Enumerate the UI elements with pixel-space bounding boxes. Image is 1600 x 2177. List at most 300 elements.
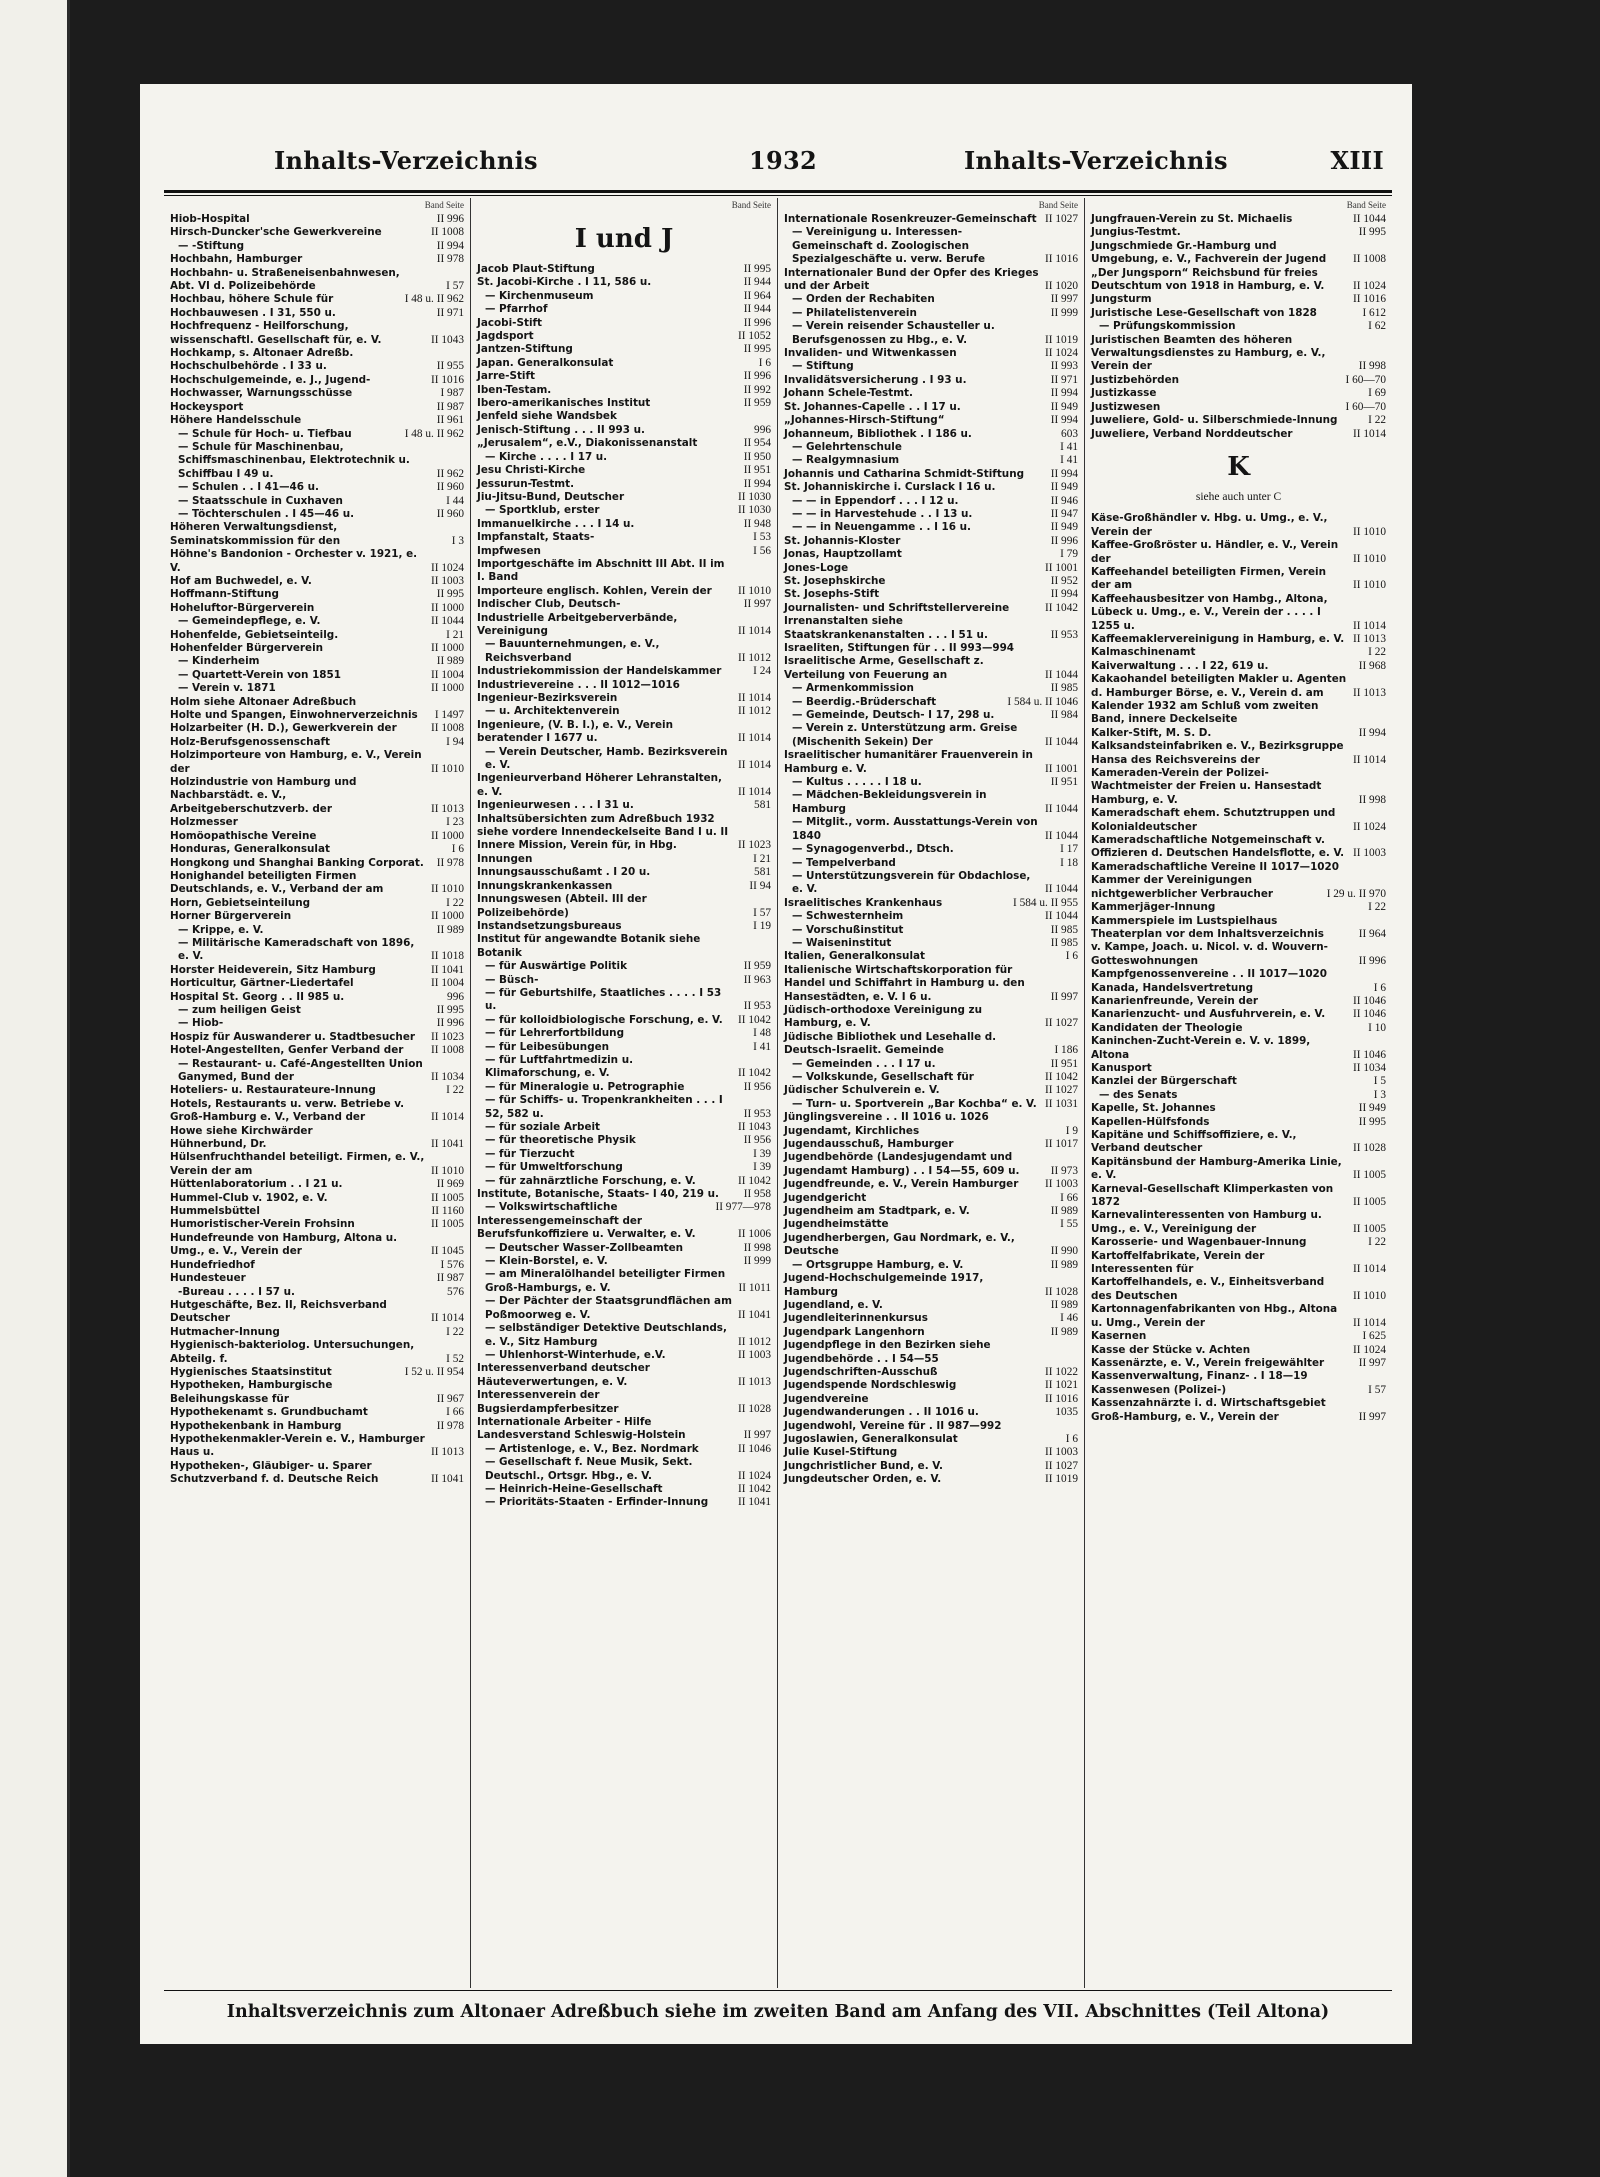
entry-reference: II 1014: [738, 759, 771, 772]
entry-reference: II 1042: [738, 1013, 771, 1026]
entry-text: Kartoffelhandels, e. V., Einheitsverband des Deutschen: [1091, 1276, 1325, 1302]
entry-reference: II 997: [1358, 1356, 1386, 1369]
entry-text: Jungchristlicher Bund, e. V.: [784, 1459, 943, 1472]
entry-text: Jugendherbergen, Gau Nordmark, e. V., Deutsche: [784, 1231, 1015, 1258]
entry-text: Institut für angewandte Botanik siehe Botanik: [477, 933, 701, 959]
index-entry: [477, 410, 771, 423]
entry-text: — Gelehrtenschule: [792, 440, 902, 453]
entry-reference: II 949: [1358, 1102, 1386, 1115]
entry-text: — für Umweltforschung: [485, 1161, 623, 1174]
entry-reference: II 1024: [738, 1469, 771, 1482]
entry-text: Kammerspiele im Lustspielhaus Theaterplan vor dem Inhaltsverzeichnis: [1091, 914, 1324, 940]
entry-reference: II 1003: [738, 1348, 771, 1361]
entry-reference: I 53: [753, 531, 771, 544]
entry-reference: II 1003: [431, 574, 464, 587]
entry-text: Jarre-Stift: [477, 370, 535, 383]
entry-text: — Waiseninstitut: [792, 936, 892, 949]
entry-reference: II 963: [743, 973, 771, 986]
entry-reference: II 996: [743, 370, 771, 383]
entry-reference: II 1008: [1353, 253, 1386, 266]
index-entry: [477, 920, 771, 933]
entry-reference: II 964: [1358, 927, 1386, 940]
entry-reference: II 1014: [431, 1312, 464, 1325]
entry-text: Jugendspende Nordschleswig: [784, 1379, 957, 1392]
entry-reference: II 1014: [738, 692, 771, 704]
entry-text: — Quartett-Verein von 1851: [178, 668, 341, 681]
entry-text: Holte und Spangen, Einwohnerverzeichnis: [170, 709, 418, 722]
entry-reference: I 22: [1368, 1236, 1386, 1249]
entry-reference: II 994: [1050, 387, 1078, 400]
index-entry: [1091, 1075, 1386, 1088]
entry-text: Kartoffelfabrikate, Verein der Interessenten für: [1091, 1249, 1265, 1276]
index-entry: [170, 253, 464, 266]
entry-text: Industrievereine . . . II 1012—1016: [477, 678, 680, 691]
index-entry: [1091, 1129, 1386, 1156]
entry-reference: II 992: [743, 383, 771, 396]
entry-reference: II 971: [436, 306, 464, 319]
index-entry: [1091, 334, 1386, 374]
entry-reference: II 949: [1050, 400, 1078, 413]
entry-text: — für theoretische Physik: [485, 1134, 636, 1147]
entry-text: Höheren Verwaltungsdienst, Seminatskommission für den: [170, 521, 341, 547]
entry-text: Industrielle Arbeitgeberverbände, Vereinigung: [477, 611, 678, 637]
entry-reference: II 1028: [1353, 1142, 1386, 1155]
entry-reference: II 989: [436, 655, 464, 668]
entry-text: Howe siehe Kirchwärder: [170, 1124, 313, 1137]
entry-text: Hof am Buchwedel, e. V.: [170, 574, 312, 587]
index-entry: [170, 1460, 464, 1487]
entry-reference: II 1010: [431, 883, 464, 896]
entry-reference: I 1497: [434, 709, 464, 722]
entry-text: Hygienisches Staatsinstitut: [170, 1365, 332, 1378]
entry-text: — für Schiffs- u. Tropenkrankheiten . . . I 52, 582 u.: [485, 1094, 723, 1120]
entry-text: — Gemeindepflege, e. V.: [178, 615, 321, 628]
index-entry: [784, 320, 1078, 347]
entry-text: Justizbehörden: [1091, 373, 1180, 386]
index-entry: [784, 910, 1078, 923]
entry-text: — — in Harvestehude . . I 13 u.: [792, 507, 973, 520]
entry-reference: II 1010: [1353, 552, 1386, 565]
footer-rule: [164, 1990, 1392, 1991]
entry-text: Homöopathische Vereine: [170, 829, 317, 842]
entry-text: Jugoslawien, Generalkonsulat: [784, 1432, 958, 1445]
entry-reference: II 1001: [1045, 561, 1078, 574]
index-entry: [784, 1366, 1078, 1379]
entry-text: Kaffeemaklervereinigung in Hamburg, e. V.: [1091, 632, 1345, 645]
index-entry: [784, 1339, 1078, 1366]
page-number: XIII: [1330, 146, 1384, 175]
entry-text: Jugendwohl, Vereine für . II 987—992: [784, 1419, 1002, 1432]
entry-reference: I 48: [753, 1027, 771, 1040]
entry-text: Kassenzahnärzte i. d. Wirtschaftsgebiet Groß-Hamburg, e. V., Verein der: [1091, 1397, 1326, 1423]
entry-text: — Gesellschaft f. Neue Musik, Sekt. Deutschl., Ortsgr. Hbg., e. V.: [485, 1456, 693, 1482]
entry-reference: II 1020: [1045, 280, 1078, 293]
entry-text: Holzimporteure von Hamburg, e. V., Verein der: [170, 749, 422, 775]
entry-text: Kakaohandel beteiligten Makler u. Agenten d. Hamburger Börse, e. V., Verein d. am: [1091, 673, 1347, 699]
entry-text: Holzarbeiter (H. D.), Gewerkverein der: [170, 722, 397, 735]
entry-reference: II 1016: [431, 373, 464, 386]
entry-reference: II 995: [436, 588, 464, 601]
index-entry: [784, 387, 1078, 400]
entry-text: Hohenfelder Bürgerverein: [170, 642, 324, 654]
index-entry: [477, 1188, 771, 1201]
entry-reference: II 1043: [431, 333, 464, 346]
index-entry: [477, 1161, 771, 1174]
entry-text: — am Mineralölhandel beteiligter Firmen Groß-Hamburgs, e. V.: [485, 1268, 726, 1294]
index-entry: [477, 679, 771, 692]
entry-reference: II 987: [436, 400, 464, 413]
entry-text: Jüdischer Schulverein e. V.: [784, 1084, 940, 1097]
entry-text: Kalender 1932 am Schluß vom zweiten Band, innere Deckelseite: [1091, 700, 1319, 726]
entry-text: Hochschulbehörde . I 33 u.: [170, 360, 327, 373]
entry-reference: II 1003: [1353, 847, 1386, 860]
entry-reference: I 5: [1373, 1075, 1386, 1088]
index-columns: [164, 198, 1392, 1988]
entry-reference: II 1010: [431, 1164, 464, 1177]
entry-reference: II 1041: [431, 1138, 464, 1151]
index-entry: [477, 545, 771, 558]
index-entry: [170, 1084, 464, 1097]
entry-reference: I 3: [1373, 1088, 1386, 1101]
entry-text: Holm siehe Altonaer Adreßbuch: [170, 695, 357, 708]
index-entry: [477, 772, 771, 799]
entry-text: Jugendland, e. V.: [784, 1298, 883, 1311]
entry-text: — Turn- u. Sportverein „Bar Kochba“ e. V.: [792, 1097, 1037, 1110]
index-entry: [477, 518, 771, 531]
index-entry: [477, 1175, 771, 1188]
entry-reference: II 1013: [738, 1375, 771, 1388]
entry-reference: I 57: [753, 906, 771, 919]
entry-text: — für Auswärtige Politik: [485, 960, 627, 973]
entry-reference: II 946: [1050, 494, 1078, 507]
index-entry: [477, 1362, 771, 1389]
entry-reference: 581: [754, 866, 771, 879]
entry-text: Interessenverband deutscher Häuteverwertungen, e. V.: [477, 1362, 650, 1388]
entry-reference: II 953: [743, 1000, 771, 1013]
index-entry: [784, 1232, 1078, 1259]
index-entry: [784, 1084, 1078, 1097]
index-entry: [477, 531, 771, 544]
index-entry: [477, 1322, 771, 1349]
entry-reference: II 998: [1358, 360, 1386, 373]
entry-text: Hypotheken-, Gläubiger- u. Sparer Schutzverband f. d. Deutsche Reich: [170, 1459, 379, 1486]
entry-text: Invaliden- und Witwenkassen: [784, 347, 957, 360]
entry-reference: II 953: [743, 1107, 771, 1120]
entry-text: Jugendschriften-Ausschuß: [784, 1365, 938, 1378]
index-entry: [170, 1232, 464, 1259]
entry-text: — Verein reisender Schausteller u. Berufsgenossen zu Hbg., e. V.: [792, 320, 995, 346]
index-entry: [477, 1349, 771, 1362]
index-entry: [170, 682, 464, 695]
entry-reference: II 1042: [1045, 601, 1078, 614]
entry-text: Indischer Club, Deutsch-: [477, 598, 621, 611]
entry-reference: I 3: [451, 534, 464, 547]
index-entry: [784, 602, 1078, 615]
entry-text: Kammer der Vereinigungen nichtgewerblicher Verbraucher: [1091, 874, 1273, 900]
entry-text: Jugendheim am Stadtpark, e. V.: [784, 1205, 970, 1218]
entry-text: — Kultus . . . . . I 18 u.: [792, 776, 922, 789]
index-entry: [477, 866, 771, 879]
entry-reference: II 947: [1050, 507, 1078, 520]
see-also-note: siehe auch unter C: [1195, 490, 1282, 503]
index-entry: [1091, 633, 1386, 646]
entry-reference: I 6: [1065, 950, 1078, 963]
index-entry: [477, 692, 771, 705]
entry-text: — Volkswirtschaftliche: [485, 1201, 618, 1214]
entry-reference: I 584 u. II 1046: [1007, 695, 1078, 708]
index-entry: [477, 1268, 771, 1295]
entry-text: Hypothekenbank in Hamburg: [170, 1419, 342, 1432]
index-entry: [784, 1031, 1078, 1058]
entry-text: — — in Neuengamme . . I 16 u.: [792, 521, 971, 534]
entry-text: „Der Jungsporn“ Reichsbund für freies Deutschtum von 1918 in Hamburg, e. V.: [1091, 266, 1325, 293]
index-entry: [477, 491, 771, 504]
index-entry: [477, 1416, 771, 1443]
entry-text: — für kolloidbiologische Forschung, e. V.: [485, 1013, 723, 1026]
index-entry: [1091, 566, 1386, 593]
index-entry: [477, 504, 771, 517]
index-entry: [477, 1389, 771, 1416]
entry-reference: II 1024: [1353, 1343, 1386, 1356]
entry-reference: II 952: [1050, 574, 1078, 587]
index-entry: [1091, 401, 1386, 414]
index-entry: [170, 655, 464, 668]
entry-text: Importgeschäfte im Abschnitt III Abt. II im I. Band: [477, 557, 725, 584]
entry-reference: II 994: [1358, 726, 1386, 739]
index-entry: [784, 1272, 1078, 1299]
entry-reference: II 1013: [1353, 632, 1386, 645]
index-entry: [170, 521, 464, 548]
entry-reference: I 22: [1368, 901, 1386, 914]
entry-text: Hohenfelde, Gebietseinteilg.: [170, 628, 339, 641]
entry-reference: II 1000: [431, 642, 464, 654]
index-entry: [477, 437, 771, 450]
entry-text: Honighandel beteiligten Firmen Deutschlands, e. V., Verband der am: [170, 869, 384, 896]
entry-text: — Verein v. 1871: [178, 682, 276, 695]
entry-text: Kampfgenossenvereine . . II 1017—1020: [1091, 968, 1328, 981]
entry-reference: II 977—978: [715, 1201, 771, 1214]
entry-text: — Heinrich-Heine-Gesellschaft: [485, 1482, 663, 1495]
index-entry: [1091, 807, 1386, 834]
entry-text: — Gemeinden . . . I 17 u.: [792, 1057, 936, 1070]
entry-reference: II 948: [743, 517, 771, 530]
entry-reference: 603: [1061, 427, 1078, 440]
entry-text: Honduras, Generalkonsulat: [170, 843, 330, 856]
entry-reference: II 984: [1050, 709, 1078, 722]
entry-text: Horster Heideverein, Sitz Hamburg: [170, 963, 376, 976]
entry-text: Juristischen Beamten des höheren Verwaltungsdienstes zu Hamburg, e. V., Verein der: [1091, 333, 1326, 373]
entry-reference: II 997: [1050, 990, 1078, 1003]
index-entry: [170, 1017, 464, 1030]
entry-text: „Jerusalem“, e.V., Diakonissenanstalt: [477, 437, 698, 450]
entry-reference: II 1011: [738, 1281, 771, 1294]
entry-text: Jungdeutscher Orden, e. V.: [784, 1473, 942, 1486]
index-entry: [477, 384, 771, 397]
entry-reference: I 52: [446, 1352, 464, 1365]
entry-reference: II 967: [436, 1392, 464, 1405]
index-entry: [1091, 995, 1386, 1008]
entry-reference: II 1028: [738, 1402, 771, 1415]
index-entry: [1091, 740, 1386, 767]
entry-text: Kameradschaft ehem. Schutztruppen und Kolonialdeutscher: [1091, 807, 1336, 833]
header-right-title: Inhalts-Verzeichnis: [964, 146, 1228, 175]
entry-text: Kanada, Handelsvertretung: [1091, 981, 1254, 994]
entry-reference: II 994: [1050, 467, 1078, 480]
entry-reference: I 10: [1368, 1021, 1386, 1034]
index-entry: [170, 629, 464, 642]
index-entry: [1091, 861, 1386, 874]
index-entry: [784, 1446, 1078, 1459]
entry-text: Horner Bürgerverein: [170, 910, 292, 923]
entry-reference: II 978: [436, 1419, 464, 1432]
entry-text: — für zahnärztliche Forschung, e. V.: [485, 1174, 696, 1187]
entry-reference: II 999: [1050, 306, 1078, 319]
entry-reference: I 6: [758, 356, 771, 369]
index-entry: [784, 857, 1078, 870]
index-entry: [1091, 673, 1386, 700]
entry-text: — Unterstützungsverein für Obdachlose, e. V.: [792, 869, 1031, 896]
entry-text: — Töchterschulen . I 45—46 u.: [178, 507, 355, 520]
entry-reference: I 60—70: [1345, 373, 1386, 386]
entry-reference: I 612: [1362, 306, 1386, 319]
entry-reference: II 960: [436, 481, 464, 494]
entry-reference: I 19: [753, 919, 771, 932]
index-entry: [1091, 512, 1386, 539]
footer-note: Inhaltsverzeichnis zum Altonaer Adreßbuch siehe im zweiten Band am Anfang des VII. Abschnittes (Teil Altona): [226, 2002, 1330, 2022]
entry-text: Holz-Berufsgenossenschaft: [170, 735, 331, 748]
entry-reference: 576: [447, 1285, 464, 1298]
entry-reference: I 39: [753, 1161, 771, 1174]
index-entry: [1091, 1116, 1386, 1129]
entry-text: — Philatelistenverein: [792, 306, 917, 319]
entry-text: Israelitischer humanitärer Frauenverein in Hamburg e. V.: [784, 749, 1033, 775]
entry-text: — Kirche . . . . I 17 u.: [485, 450, 608, 463]
entry-reference: II 951: [1050, 776, 1078, 789]
entry-reference: I 17: [1060, 843, 1078, 856]
entry-text: Justizkasse: [1091, 387, 1157, 400]
entry-text: Israelitische Arme, Gesellschaft z. Verteilung von Feuerung an: [784, 655, 984, 681]
entry-reference: II 1042: [738, 1067, 771, 1080]
index-entry: [784, 1433, 1078, 1446]
entry-reference: II 1024: [1353, 280, 1386, 293]
entry-reference: II 1004: [431, 668, 464, 681]
entry-reference: II 944: [743, 276, 771, 289]
entry-text: — Krippe, e. V.: [178, 923, 264, 936]
index-entry: [477, 1054, 771, 1081]
entry-text: Kapelle, St. Johannes: [1091, 1102, 1216, 1115]
entry-reference: II 949: [1050, 481, 1078, 494]
entry-text: Hummelsbüttel: [170, 1205, 260, 1218]
index-entry: [170, 602, 464, 615]
index-entry: [784, 897, 1078, 910]
entry-reference: II 1014: [431, 1111, 464, 1124]
entry-text: Kameradschaftliche Vereine II 1017—1020: [1091, 860, 1339, 873]
entry-text: Israeliten, Stiftungen für . . II 993—994: [784, 642, 1015, 654]
entry-reference: I 22: [446, 1325, 464, 1338]
entry-text: Hospital St. Georg . . II 985 u.: [170, 990, 345, 1003]
entry-text: Impfanstalt, Staats-: [477, 531, 595, 544]
entry-reference: II 989: [1050, 1205, 1078, 1218]
index-entry: [170, 1178, 464, 1191]
entry-text: Jugendwanderungen . . II 1016 u.: [784, 1406, 979, 1419]
entry-reference: II 1019: [1045, 333, 1078, 346]
entry-text: Innungswesen (Abteil. III der Polizeibehörde): [477, 893, 647, 919]
entry-reference: II 1001: [1045, 762, 1078, 775]
entry-reference: I 55: [1060, 1218, 1078, 1231]
entry-reference: I 21: [753, 852, 771, 865]
entry-text: Institute, Botanische, Staats- I 40, 219 u.: [477, 1188, 719, 1201]
index-entry: [477, 853, 771, 866]
index-entry: [477, 1121, 771, 1134]
index-entry: [477, 1443, 771, 1456]
entry-reference: II 1005: [431, 1191, 464, 1204]
index-entry: [784, 213, 1078, 226]
index-entry: [1091, 226, 1386, 239]
entry-text: „Johannes-Hirsch-Stiftung“: [784, 414, 945, 427]
index-entry: [784, 521, 1078, 534]
index-entry: [1091, 915, 1386, 942]
entry-text: Kandidaten der Theologie: [1091, 1021, 1243, 1034]
entry-text: Höhne's Bandonion - Orchester v. 1921, e. V.: [170, 548, 418, 574]
index-entry: [477, 1027, 771, 1040]
index-entry: [784, 937, 1078, 950]
index-entry: [1091, 374, 1386, 387]
entry-text: Ingenieurverband Höherer Lehranstalten, e. V.: [477, 772, 722, 798]
entry-reference: II 989: [436, 923, 464, 936]
index-entry: [477, 464, 771, 477]
index-entry: [784, 414, 1078, 427]
index-entry: [784, 468, 1078, 481]
entry-reference: II 989: [1050, 1258, 1078, 1271]
entry-reference: I 584 u. II 955: [1013, 896, 1078, 909]
entry-text: Italien, Generalkonsulat: [784, 950, 925, 963]
entry-text: Israelitisches Krankenhaus: [784, 896, 943, 909]
entry-text: — Kirchenmuseum: [485, 289, 594, 302]
entry-text: Instandsetzungsbureaus: [477, 919, 622, 932]
entry-reference: I 987: [440, 387, 464, 400]
entry-reference: I 22: [1368, 646, 1386, 659]
index-entry: [170, 1299, 464, 1326]
index-entry: [477, 813, 771, 840]
entry-reference: II 973: [1050, 1164, 1078, 1177]
entry-text: — Tempelverband: [792, 856, 896, 869]
index-entry: [784, 843, 1078, 856]
entry-reference: II 958: [743, 1188, 771, 1201]
index-entry: [170, 360, 464, 373]
index-entry: [1091, 874, 1386, 901]
index-entry: [784, 508, 1078, 521]
entry-text: Jacob Plaut-Stiftung: [477, 263, 595, 275]
entry-text: Hypothekenmakler-Verein e. V., Hamburger Haus u.: [170, 1432, 425, 1459]
entry-reference: II 955: [436, 360, 464, 373]
entry-text: Kaffeehausbesitzer von Hambg., Altona, Lübeck u. Umg., e. V., Verein der . . . . I 1255 u.: [1091, 592, 1328, 632]
entry-reference: II 1005: [431, 1218, 464, 1231]
index-entry: [1091, 834, 1386, 861]
entry-reference: I 6: [1373, 981, 1386, 994]
entry-text: Horn, Gebietseinteilung: [170, 896, 311, 909]
index-entry: [784, 696, 1078, 709]
entry-reference: II 1010: [738, 584, 771, 597]
entry-text: — Staatsschule in Cuxhaven: [178, 494, 343, 507]
index-entry: [170, 1098, 464, 1125]
entry-reference: II 1044: [1045, 883, 1078, 896]
index-entry: [1091, 1102, 1386, 1115]
entry-text: Inhaltsübersichten zum Adreßbuch 1932 siehe vordere Innendeckelseite Band I u. II: [477, 812, 729, 839]
index-entry: [170, 1326, 464, 1339]
index-entry: [1091, 1276, 1386, 1303]
entry-text: Hoteliers- u. Restaurateure-Innung: [170, 1084, 376, 1097]
entry-reference: 996: [754, 423, 771, 436]
